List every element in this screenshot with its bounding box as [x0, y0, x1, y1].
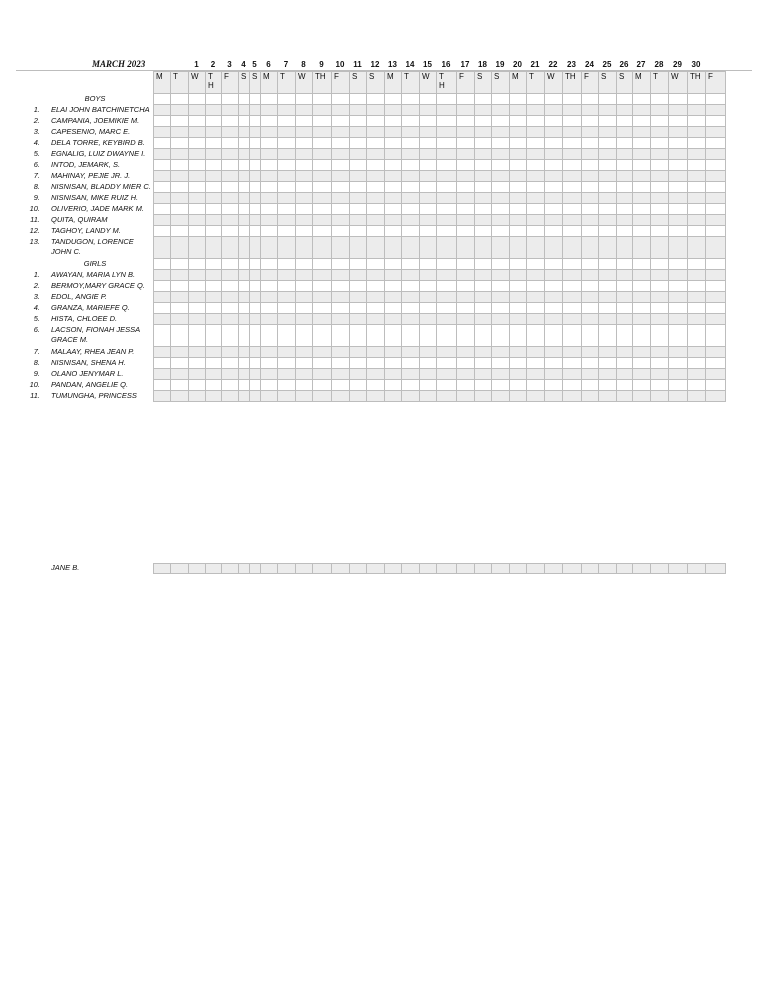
grid-cell[interactable] — [188, 390, 206, 402]
grid-cell[interactable] — [650, 236, 669, 259]
day-number: 10 — [335, 60, 345, 69]
day-of-week-cell: S — [349, 71, 367, 94]
student-name: QUITA, QUIRAM — [51, 214, 108, 224]
footer-grid-cell[interactable] — [598, 563, 617, 574]
day-number: 9 — [319, 60, 324, 69]
grid-cell[interactable] — [491, 324, 510, 347]
day-number: 23 — [567, 60, 576, 69]
grid-cell[interactable] — [153, 324, 171, 347]
footer-name: JANE B. — [51, 563, 80, 572]
grid-cell[interactable] — [349, 236, 367, 259]
student-name: HISTA, CHLOEE D. — [51, 313, 118, 323]
grid-cell[interactable] — [456, 324, 475, 347]
grid-cell[interactable] — [312, 324, 332, 347]
grid-cell[interactable] — [526, 236, 545, 259]
grid-cell[interactable] — [401, 236, 420, 259]
footer-grid-cell[interactable] — [616, 563, 633, 574]
grid-cell[interactable] — [632, 324, 651, 347]
student-number: 2. — [33, 281, 40, 290]
day-of-week-cell: F — [221, 71, 239, 94]
day-of-week-cell: W — [295, 71, 313, 94]
footer-grid-cell[interactable] — [705, 563, 726, 574]
grid-cell[interactable] — [668, 324, 688, 347]
day-of-week-cell: T — [170, 71, 189, 94]
student-name: MAHINAY, PEJIE JR. J. — [51, 170, 131, 180]
footer-grid-cell[interactable] — [509, 563, 527, 574]
grid-cell[interactable] — [632, 390, 651, 402]
day-number: 20 — [513, 60, 522, 69]
student-number: 11. — [30, 391, 40, 400]
day-number: 18 — [478, 60, 487, 69]
grid-cell[interactable] — [509, 324, 527, 347]
day-of-week-cell: M — [509, 71, 527, 94]
day-number: 7 — [283, 60, 289, 69]
day-of-week-cell: M — [632, 71, 651, 94]
student-name: DELA TORRE, KEYBIRD B. — [51, 137, 145, 147]
student-number: 10. — [29, 204, 40, 213]
student-number: 7. — [33, 347, 40, 356]
day-of-week-cell: T — [526, 71, 545, 94]
day-of-week-cell: S — [366, 71, 385, 94]
footer-grid-cell[interactable] — [562, 563, 582, 574]
grid-cell[interactable] — [170, 324, 189, 347]
grid-cell[interactable] — [705, 236, 726, 259]
day-number: 8 — [301, 60, 306, 69]
grid-cell[interactable] — [366, 324, 385, 347]
grid-cell[interactable] — [581, 390, 599, 402]
grid-cell[interactable] — [436, 236, 457, 259]
day-of-week-cell: F — [331, 71, 350, 94]
grid-cell[interactable] — [598, 236, 617, 259]
student-name: TUMUNGHA, PRINCESS — [51, 390, 137, 400]
day-of-week-cell: F — [705, 71, 726, 94]
student-number: 8. — [33, 358, 40, 367]
student-name: PANDAN, ANGELIE Q. — [51, 379, 129, 389]
footer-grid-cell[interactable] — [544, 563, 563, 574]
footer-grid-cell[interactable] — [401, 563, 420, 574]
student-name: LACSON, FIONAH JESSA GRACE M. — [51, 324, 140, 344]
grid-cell[interactable] — [221, 390, 239, 402]
grid-cell[interactable] — [436, 390, 457, 402]
student-number: 12. — [29, 226, 40, 235]
day-number: 4 — [241, 60, 246, 69]
grid-cell[interactable] — [705, 390, 726, 402]
student-number: 11. — [30, 215, 40, 224]
day-of-week-cell: TH — [312, 71, 332, 94]
grid-cell[interactable] — [581, 236, 599, 259]
footer-grid-cell[interactable] — [456, 563, 475, 574]
day-of-week-cell: S — [249, 71, 261, 94]
grid-cell[interactable] — [419, 390, 437, 402]
student-number: 9. — [33, 369, 40, 378]
student-name: TANDUGON, LORENCE JOHN C. — [51, 236, 134, 256]
student-number: 13. — [29, 237, 40, 246]
footer-grid-cell[interactable] — [491, 563, 510, 574]
footer-grid-cell[interactable] — [188, 563, 206, 574]
grid-cell[interactable] — [474, 390, 492, 402]
grid-cell[interactable] — [456, 390, 475, 402]
day-of-week-cell: TH — [687, 71, 706, 94]
grid-cell[interactable] — [544, 324, 563, 347]
day-number: 14 — [405, 60, 415, 69]
footer-grid-cell[interactable] — [668, 563, 688, 574]
day-number: 19 — [495, 60, 505, 69]
footer-grid-cell[interactable] — [170, 563, 189, 574]
grid-cell[interactable] — [632, 236, 651, 259]
grid-cell[interactable] — [260, 324, 278, 347]
day-of-week-cell: S — [238, 71, 250, 94]
student-name: GRANZA, MARIEFE Q. — [51, 302, 130, 312]
grid-cell[interactable] — [705, 324, 726, 347]
day-of-week-cell: S — [598, 71, 617, 94]
grid-cell[interactable] — [349, 324, 367, 347]
grid-cell[interactable] — [509, 236, 527, 259]
grid-cell[interactable] — [170, 236, 189, 259]
student-number: 4. — [33, 138, 40, 147]
grid-cell[interactable] — [419, 324, 437, 347]
student-number: 9. — [33, 193, 40, 202]
day-of-week-cell: S — [616, 71, 633, 94]
month-title: MARCH 2023 — [92, 59, 146, 69]
student-number: 10. — [29, 380, 40, 389]
student-number: 5. — [33, 149, 40, 158]
footer-grid-cell[interactable] — [221, 563, 239, 574]
student-name: ELAI JOHN BATCHINETCHA — [51, 104, 150, 114]
grid-cell[interactable] — [436, 324, 457, 347]
student-name: TAGHOY, LANDY M. — [51, 225, 121, 235]
section-label: BOYS — [84, 94, 106, 103]
day-of-week-cell: F — [581, 71, 599, 94]
grid-cell[interactable] — [205, 236, 222, 259]
grid-cell[interactable] — [598, 324, 617, 347]
grid-cell[interactable] — [474, 236, 492, 259]
footer-grid-cell[interactable] — [312, 563, 332, 574]
student-number: 7. — [33, 171, 40, 180]
grid-cell[interactable] — [581, 324, 599, 347]
day-number: 3 — [227, 60, 232, 69]
day-number: 27 — [636, 60, 646, 69]
student-name: CAPESENIO, MARC E. — [51, 126, 131, 136]
footer-grid-cell[interactable] — [366, 563, 385, 574]
grid-cell[interactable] — [295, 324, 313, 347]
day-number: 11 — [353, 60, 362, 69]
student-name: MALAAY, RHEA JEAN P. — [51, 346, 135, 356]
grid-cell[interactable] — [260, 390, 278, 402]
grid-cell[interactable] — [188, 236, 206, 259]
footer-grid-cell[interactable] — [474, 563, 492, 574]
grid-cell[interactable] — [384, 324, 402, 347]
grid-cell[interactable] — [312, 236, 332, 259]
grid-cell[interactable] — [221, 236, 239, 259]
grid-cell[interactable] — [598, 390, 617, 402]
day-number: 21 — [530, 60, 540, 69]
day-of-week-cell: W — [544, 71, 563, 94]
footer-grid-cell[interactable] — [331, 563, 350, 574]
grid-cell[interactable] — [188, 324, 206, 347]
grid-cell[interactable] — [205, 390, 222, 402]
student-name: OLIVERIO, JADE MARK M. — [51, 203, 144, 213]
student-name: EDOL, ANGIE P. — [51, 291, 107, 301]
grid-cell[interactable] — [366, 236, 385, 259]
day-of-week-cell: M — [384, 71, 402, 94]
footer-grid-cell[interactable] — [526, 563, 545, 574]
student-number: 6. — [33, 160, 40, 169]
day-number: 28 — [654, 60, 664, 69]
footer-grid-cell[interactable] — [650, 563, 669, 574]
student-name: CAMPANIA, JOEMIKIE M. — [51, 115, 140, 125]
grid-cell[interactable] — [687, 390, 706, 402]
grid-cell[interactable] — [153, 390, 171, 402]
student-number: 3. — [33, 292, 40, 301]
day-of-week-cell: S — [474, 71, 492, 94]
grid-cell[interactable] — [474, 324, 492, 347]
footer-grid-cell[interactable] — [260, 563, 278, 574]
student-number: 8. — [33, 182, 40, 191]
day-number: 5 — [252, 60, 257, 69]
day-of-week-cell: T — [277, 71, 296, 94]
student-name: BERMOY,MARY GRACE Q. — [51, 280, 145, 290]
grid-cell[interactable] — [562, 324, 582, 347]
day-of-week-cell: W — [188, 71, 206, 94]
footer-grid-cell[interactable] — [436, 563, 457, 574]
student-name: NISNISAN, SHENA H. — [51, 357, 126, 367]
grid-cell[interactable] — [312, 390, 332, 402]
day-number: 13 — [388, 60, 397, 69]
day-number: 25 — [602, 60, 612, 69]
grid-cell[interactable] — [509, 390, 527, 402]
grid-cell[interactable] — [331, 324, 350, 347]
footer-grid-cell[interactable] — [419, 563, 437, 574]
footer-grid-cell[interactable] — [687, 563, 706, 574]
day-of-week-cell: M — [153, 71, 171, 94]
grid-cell[interactable] — [544, 390, 563, 402]
section-label: GIRLS — [83, 259, 107, 268]
grid-cell[interactable] — [491, 236, 510, 259]
student-name: EGNALIG, LUIZ DWAYNE I. — [51, 148, 146, 158]
grid-cell[interactable] — [562, 236, 582, 259]
grid-cell[interactable] — [526, 390, 545, 402]
grid-cell[interactable] — [277, 390, 296, 402]
day-of-week-cell: S — [491, 71, 510, 94]
grid-cell[interactable] — [205, 324, 222, 347]
day-of-week-cell: F — [456, 71, 475, 94]
grid-cell[interactable] — [349, 390, 367, 402]
day-of-week-cell: T H — [436, 71, 457, 94]
footer-grid-cell[interactable] — [581, 563, 599, 574]
grid-cell[interactable] — [650, 390, 669, 402]
day-of-week-cell: M — [260, 71, 278, 94]
grid-cell[interactable] — [277, 324, 296, 347]
grid-cell[interactable] — [616, 324, 633, 347]
grid-cell[interactable] — [260, 236, 278, 259]
grid-cell[interactable] — [170, 390, 189, 402]
grid-cell[interactable] — [456, 236, 475, 259]
student-number: 3. — [33, 127, 40, 136]
day-of-week-cell: T — [401, 71, 420, 94]
student-number: 6. — [33, 325, 40, 334]
grid-cell[interactable] — [153, 236, 171, 259]
grid-cell[interactable] — [491, 390, 510, 402]
footer-grid-cell[interactable] — [384, 563, 402, 574]
student-name: NISNISAN, MIKE RUIZ H. — [51, 192, 139, 202]
grid-cell[interactable] — [221, 324, 239, 347]
student-number: 1. — [33, 105, 40, 114]
grid-cell[interactable] — [331, 390, 350, 402]
student-number: 1. — [33, 270, 40, 279]
day-of-week-cell: W — [668, 71, 688, 94]
student-number: 2. — [33, 116, 40, 125]
grid-cell[interactable] — [401, 324, 420, 347]
grid-cell[interactable] — [616, 390, 633, 402]
grid-cell[interactable] — [331, 236, 350, 259]
footer-grid-cell[interactable] — [632, 563, 651, 574]
grid-cell[interactable] — [277, 236, 296, 259]
day-number: 29 — [673, 60, 682, 69]
footer-grid-cell[interactable] — [277, 563, 296, 574]
grid-cell[interactable] — [668, 236, 688, 259]
day-number: 26 — [619, 60, 629, 69]
day-number: 15 — [423, 60, 432, 69]
grid-cell[interactable] — [562, 390, 582, 402]
grid-cell[interactable] — [419, 236, 437, 259]
grid-cell[interactable] — [384, 236, 402, 259]
student-name: OLANO JENYMAR L. — [51, 368, 124, 378]
footer-grid-cell[interactable] — [295, 563, 313, 574]
grid-cell[interactable] — [616, 236, 633, 259]
day-of-week-cell: TH — [562, 71, 582, 94]
student-name: NISNISAN, BLADDY MIER C. — [51, 181, 151, 191]
footer-grid-cell[interactable] — [349, 563, 367, 574]
grid-cell[interactable] — [650, 324, 669, 347]
day-of-week-cell: W — [419, 71, 437, 94]
footer-grid-cell[interactable] — [205, 563, 222, 574]
grid-cell[interactable] — [384, 390, 402, 402]
grid-cell[interactable] — [295, 236, 313, 259]
grid-cell[interactable] — [687, 324, 706, 347]
day-number: 24 — [585, 60, 594, 69]
grid-cell[interactable] — [526, 324, 545, 347]
day-number: 1 — [194, 60, 199, 69]
day-number: 16 — [441, 60, 451, 69]
student-number: 5. — [33, 314, 40, 323]
student-number: 4. — [33, 303, 40, 312]
grid-cell[interactable] — [401, 390, 420, 402]
day-number: 12 — [370, 60, 380, 69]
grid-cell[interactable] — [544, 236, 563, 259]
day-of-week-cell: T H — [205, 71, 222, 94]
day-number: 2 — [210, 60, 216, 69]
day-of-week-cell: T — [650, 71, 669, 94]
day-number: 30 — [691, 60, 701, 69]
student-name: AWAYAN, MARIA LYN B. — [51, 269, 136, 279]
grid-cell[interactable] — [668, 390, 688, 402]
day-number: 22 — [548, 60, 558, 69]
grid-cell[interactable] — [687, 236, 706, 259]
student-name: INTOD, JEMARK, S. — [51, 159, 121, 169]
footer-grid-cell[interactable] — [153, 563, 171, 574]
day-number: 17 — [460, 60, 470, 69]
grid-cell[interactable] — [295, 390, 313, 402]
day-number: 6 — [266, 60, 271, 69]
grid-cell[interactable] — [366, 390, 385, 402]
